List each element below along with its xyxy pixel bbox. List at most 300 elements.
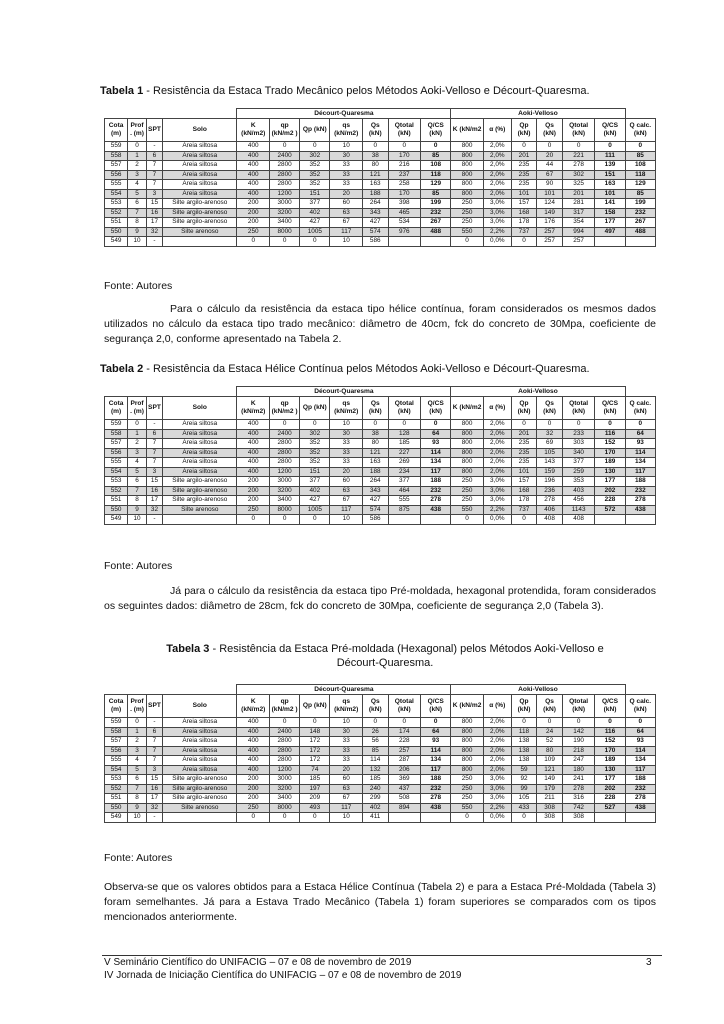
table-cell: 7 [128,486,147,496]
table-cell: 158 [595,208,625,218]
table-cell: 2,0% [483,429,511,439]
table-cell: 10 [128,515,147,525]
table-cell: 400 [237,189,270,199]
table-cell: 257 [388,746,421,756]
table-cell: 0 [537,718,563,728]
table-cell: 0 [625,420,655,430]
table-cell: 101 [537,189,563,199]
table-cell: 0 [451,515,484,525]
table-cell: - [146,813,162,823]
table-cell: 0 [511,813,537,823]
table-cell: 33 [330,746,363,756]
table-cell: 163 [362,180,388,190]
table-cell: 185 [388,439,421,449]
table-cell: 0,0% [483,237,511,247]
table-cell: 438 [421,803,451,813]
table-group-header [105,109,656,119]
table-cell: 5 [128,765,147,775]
footer-divider [102,955,662,956]
table-cell: 250 [237,505,270,515]
table-cell: Areia siltosa [163,429,237,439]
table-cell: 6 [128,775,147,785]
table-cell: 15 [146,477,162,487]
table-cell: 551 [105,794,128,804]
column-header: Qtotal (kN) [388,397,421,420]
table-cell: 38 [362,151,388,161]
table-cell: 1005 [300,227,330,237]
table-cell: 15 [146,775,162,785]
table-cell: 2,0% [483,439,511,449]
table-cell: 7 [128,784,147,794]
table-cell: 4 [128,458,147,468]
table-cell: 800 [451,448,484,458]
table-cell: 400 [237,727,270,737]
table-cell: 0 [237,237,270,247]
table-cell: 200 [237,208,270,218]
table-row [105,727,656,737]
table-row [105,208,656,218]
table-cell: 2,0% [483,420,511,430]
table-row [105,161,656,171]
table-cell: 250 [451,477,484,487]
table-cell: 201 [511,429,537,439]
table-cell: 0 [300,718,330,728]
table-cell: Silte argilo-arenoso [163,775,237,785]
table-row [105,448,656,458]
table-cell: 1200 [270,765,300,775]
column-header: K (kN/m2) [237,397,270,420]
table-cell: 227 [388,448,421,458]
table-cell: 250 [451,199,484,209]
table-cell: 233 [562,429,595,439]
table-cell: 250 [451,794,484,804]
table-cell: 235 [511,448,537,458]
table-cell: 236 [537,486,563,496]
table-cell: 172 [300,737,330,747]
table-cell: 438 [625,505,655,515]
table-cell: 148 [300,727,330,737]
table-cell: 551 [105,218,128,228]
table-cell: 232 [625,486,655,496]
table-row [105,151,656,161]
table-cell: 302 [300,429,330,439]
table-cell: 800 [451,467,484,477]
table-cell: 8 [128,794,147,804]
table-cell: 0 [300,813,330,823]
column-header: Q/CS (kN) [421,397,451,420]
table-cell: 10 [128,237,147,247]
table-cell: 69 [537,439,563,449]
table-cell: 124 [537,199,563,209]
table-cell: 7 [146,737,162,747]
table-cell: 0 [595,420,625,430]
column-header: α (%) [483,397,511,420]
table-cell: 4 [128,756,147,766]
table-cell: 1 [128,727,147,737]
table-cell: Areia siltosa [163,439,237,449]
table-cell: 9 [128,227,147,237]
table-cell: 232 [625,208,655,218]
table-cell: 250 [451,775,484,785]
table-cell: 0 [511,237,537,247]
table-cell: 8 [128,496,147,506]
table-cell: 2,0% [483,765,511,775]
table-row [105,505,656,515]
column-header: Qtotal (kN) [388,119,421,142]
table-cell: 1005 [300,505,330,515]
table-cell: 0 [270,420,300,430]
table-cell: 232 [625,784,655,794]
table-cell: 17 [146,218,162,228]
table-cell: 2 [128,737,147,747]
table-cell: Areia siltosa [163,170,237,180]
table-cell: Silte argilo-arenoso [163,218,237,228]
table-cell [595,813,625,823]
table-cell: 269 [388,458,421,468]
table-cell: 550 [451,505,484,515]
table-cell: 63 [330,486,363,496]
table-cell: 179 [537,784,563,794]
table-row [105,813,656,823]
table-cell: 9 [128,803,147,813]
column-header: Qs (kN) [362,695,388,718]
table-cell: 7 [146,180,162,190]
table-cell: 228 [595,794,625,804]
table-cell: 1143 [562,505,595,515]
table-cell: 2800 [270,737,300,747]
table-cell: 172 [300,746,330,756]
table-cell: 250 [237,803,270,813]
table-row [105,170,656,180]
table-cell: 316 [562,794,595,804]
column-header: qs (kN/m2) [330,119,363,142]
column-header: qp (kN/m2 ) [270,695,300,718]
table-cell: 7 [146,746,162,756]
table-cell: 209 [300,794,330,804]
table-cell: 800 [451,746,484,756]
table-cell: 151 [300,467,330,477]
table-cell: 20 [330,189,363,199]
table-cell [388,237,421,247]
table-cell: 188 [421,477,451,487]
table-cell: 250 [451,486,484,496]
table-cell: 33 [330,458,363,468]
table-cell: 6 [146,429,162,439]
table-cell: 574 [362,505,388,515]
table-cell: 0 [537,420,563,430]
table-cell: 555 [105,756,128,766]
table-cell: 24 [537,727,563,737]
table-cell: 438 [625,803,655,813]
table-cell: 1200 [270,189,300,199]
table-cell: 202 [595,486,625,496]
table-cell [625,237,655,247]
table-cell: 465 [388,208,421,218]
table-cell: 232 [421,486,451,496]
table-cell: 134 [421,756,451,766]
table-cell: 0 [511,718,537,728]
table-cell: 427 [300,218,330,228]
table-cell: 129 [421,180,451,190]
column-header: Prof . (m) [128,119,147,142]
table-cell: 0 [421,718,451,728]
table-cell: 800 [451,142,484,152]
table-cell: 800 [451,170,484,180]
table-cell: 157 [511,199,537,209]
table-cell: 33 [330,180,363,190]
table-cell: 549 [105,813,128,823]
table-cell: 111 [595,151,625,161]
table-cell: 121 [537,765,563,775]
table-cell: 6 [128,199,147,209]
column-header: Qp (kN) [511,397,537,420]
table-cell: 0 [128,420,147,430]
table-cell: 402 [300,208,330,218]
paragraph-3: Observa-se que os valores obtidos para a Estaca Hélice Contínua (Tabela 2) e para a Estaca Pré-Moldada (Tabela 3) foram semelhantes. Já para a Estava Trado Mecânico (Tabela 1) foram superiores se comparados com os tipos mencionados anteriormente. [104,881,656,923]
table-cell: 74 [300,765,330,775]
table-cell: 558 [105,727,128,737]
table-cell: 398 [388,199,421,209]
table-cell: 0,0% [483,813,511,823]
table-cell: 16 [146,208,162,218]
table-cell: 550 [105,227,128,237]
table-cell: 278 [537,496,563,506]
table-cell: 149 [537,208,563,218]
table-cell: 235 [511,180,537,190]
table-cell: 3400 [270,218,300,228]
table-cell: 142 [562,727,595,737]
table-cell: 377 [300,477,330,487]
table-row [105,746,656,756]
table-row [105,218,656,228]
table-cell: 159 [537,467,563,477]
paragraph-2: Já para o cálculo da resistência da estaca tipo Pré-moldada, hexagonal protendida, foram considerados os seguintes dados: diâmetro de 28cm, fck do concreto de 30Mpa, coeficiente de segurança 2,0 (Tabela 3). [104,585,656,612]
table-cell: 200 [237,496,270,506]
table-cell: Areia siltosa [163,189,237,199]
column-header: Q calc. (kN) [625,695,655,718]
table-cell [163,515,237,525]
table-cell: 101 [595,189,625,199]
table-cell: 157 [511,477,537,487]
table-cell: 20 [330,467,363,477]
table-cell: 257 [562,237,595,247]
table-cell: 185 [362,775,388,785]
table-cell: 0 [451,813,484,823]
table-cell: 228 [388,737,421,747]
table-cell: 176 [537,218,563,228]
table-cell: 508 [388,794,421,804]
table-cell: 200 [237,199,270,209]
column-header: Prof . (m) [128,397,147,420]
table-cell: 177 [595,775,625,785]
table-cell: 80 [362,161,388,171]
table-cell: 2,0% [483,718,511,728]
table-cell: 343 [362,208,388,218]
column-header: Q/CS (kN) [421,695,451,718]
table-1-source: Fonte: Autores [104,280,173,292]
table-cell: 108 [421,161,451,171]
table-cell: 67 [330,218,363,228]
table-cell: 0 [270,718,300,728]
table-cell: 2800 [270,161,300,171]
table-row [105,756,656,766]
table-cell: 128 [388,429,421,439]
column-header: Qtotal (kN) [388,695,421,718]
table-cell: 558 [105,151,128,161]
group-aoki-velloso: Aoki-Velloso [451,685,625,695]
table-cell: 188 [625,477,655,487]
table-cell: Areia siltosa [163,746,237,756]
table-cell: 3200 [270,208,300,218]
table-cell: 549 [105,515,128,525]
table-cell: - [146,718,162,728]
table-row [105,477,656,487]
table-cell: 33 [330,756,363,766]
table-row [105,515,656,525]
column-header: SPT [146,119,162,142]
table-3-caption: Tabela 3 - Resistência da Estaca Pré-moldada (Hexagonal) pelos Métodos Aoki-Velloso e Décourt-Quaresma. [166,643,604,669]
table-cell: 2,0% [483,170,511,180]
table-cell: 411 [362,813,388,823]
table-2-source: Fonte: Autores [104,560,173,572]
table-cell: 190 [562,737,595,747]
table-cell: 2800 [270,180,300,190]
table-cell: 90 [537,180,563,190]
table-cell: 93 [625,439,655,449]
table-cell: 400 [237,737,270,747]
table-cell: 134 [625,458,655,468]
table-cell: 132 [362,765,388,775]
table-cell: 875 [388,505,421,515]
table-row [105,420,656,430]
table-cell: 149 [537,775,563,785]
table-cell: 800 [451,189,484,199]
table-cell: 170 [388,189,421,199]
table-cell: 185 [300,775,330,785]
table-cell: 168 [511,208,537,218]
table-cell: 114 [625,448,655,458]
table-cell: 7 [146,448,162,458]
table-cell: 2,0% [483,737,511,747]
table-cell: 202 [595,784,625,794]
table-cell: 15 [146,199,162,209]
table-cell: 5 [128,467,147,477]
table-cell: 352 [300,170,330,180]
table-cell: 555 [105,458,128,468]
table-cell: 163 [362,458,388,468]
table-cell: 6 [128,477,147,487]
column-header: α (%) [483,119,511,142]
table-cell: 408 [562,515,595,525]
table-cell: 64 [625,727,655,737]
column-header: Qs (kN) [362,397,388,420]
table-cell: 2,0% [483,458,511,468]
table-cell: 559 [105,718,128,728]
table-cell: 3 [146,765,162,775]
table-cell: 80 [362,439,388,449]
table-cell: 121 [362,170,388,180]
group-spacer [625,685,655,695]
table-cell: 437 [388,784,421,794]
table-cell: 33 [330,439,363,449]
table-cell: 400 [237,458,270,468]
table-cell: 143 [537,458,563,468]
column-header: qs (kN/m2) [330,695,363,718]
table-cell: Areia siltosa [163,161,237,171]
table-cell: 0 [562,142,595,152]
table-cell: 400 [237,718,270,728]
table-cell: 2800 [270,448,300,458]
table-cell: 60 [330,477,363,487]
table-cell: 737 [511,227,537,237]
table-cell: Areia siltosa [163,756,237,766]
table-cell: 4 [128,180,147,190]
table-cell: 188 [362,467,388,477]
table-cell: 377 [562,458,595,468]
table-cell: 0 [562,420,595,430]
table-cell: 552 [105,486,128,496]
table-cell: 85 [625,151,655,161]
column-header: Qtotal (kN) [562,695,595,718]
column-header: Solo [163,119,237,142]
table-cell: 105 [537,448,563,458]
table-cell: Areia siltosa [163,765,237,775]
table-cell: 0 [388,718,421,728]
table-cell: 2,0% [483,189,511,199]
table-cell: Silte arenoso [163,803,237,813]
table-cell: 206 [388,765,421,775]
table-cell: 7 [146,161,162,171]
table-cell: 170 [595,746,625,756]
table-cell: 7 [146,439,162,449]
table-cell: 3000 [270,775,300,785]
table-cell: 3 [146,189,162,199]
table-cell: 550 [105,505,128,515]
table-cell: 85 [421,151,451,161]
table-cell: 3,0% [483,794,511,804]
table-cell: 400 [237,467,270,477]
table-cell: 5 [128,189,147,199]
table-cell: 343 [362,486,388,496]
table-cell: 572 [595,505,625,515]
table-cell: 976 [388,227,421,237]
column-header: Cota (m) [105,695,128,718]
table-cell: Silte argilo-arenoso [163,794,237,804]
table-cell: 105 [511,794,537,804]
table-cell: 0 [362,718,388,728]
table-cell: 139 [595,161,625,171]
table-cell: 352 [300,161,330,171]
table-cell: 8000 [270,505,300,515]
table-cell: 2,2% [483,803,511,813]
table-cell: 180 [562,765,595,775]
table-cell: 10 [330,718,363,728]
table-cell: 554 [105,189,128,199]
table-cell: 241 [562,775,595,785]
table-row [105,794,656,804]
column-header: Qs (kN) [537,397,563,420]
table-cell: 0,0% [483,515,511,525]
table-cell: 0 [537,142,563,152]
table-cell: 400 [237,170,270,180]
table-cell: 3,0% [483,784,511,794]
table-cell: 554 [105,467,128,477]
table-cell: 550 [451,227,484,237]
group-decourt-quaresma: Décourt-Quaresma [237,109,451,119]
table-cell: 325 [562,180,595,190]
table-cell: 302 [562,170,595,180]
table-cell: 32 [537,429,563,439]
